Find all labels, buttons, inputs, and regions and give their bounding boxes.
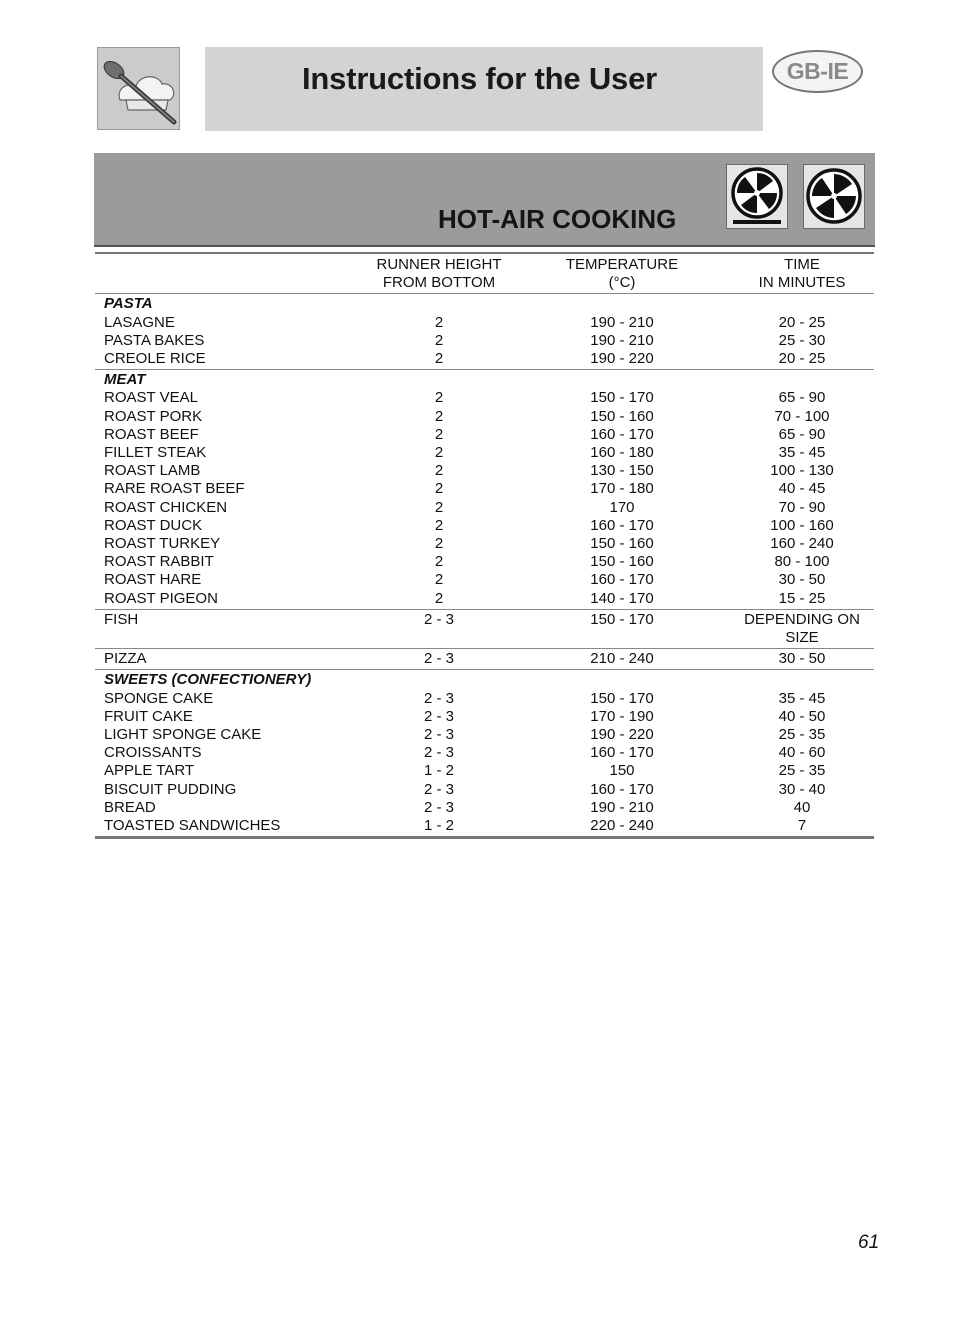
table-row <box>95 517 874 535</box>
time: 7 <box>730 817 874 838</box>
time: 160 - 240 <box>770 535 834 553</box>
food-name: CROISSANTS <box>104 744 202 762</box>
category-row <box>95 670 874 690</box>
header-runner-height: RUNNER HEIGHT FROM BOTTOM <box>364 253 514 294</box>
food-name: TOASTED SANDWICHES <box>95 817 364 838</box>
time: 30 - 40 <box>778 780 826 798</box>
category-row <box>95 370 874 390</box>
temperature: 150 - 160 <box>590 407 654 425</box>
food-name: ROAST HARE <box>104 571 202 589</box>
table-row <box>95 499 874 517</box>
runner-height: 2 <box>434 553 444 571</box>
category-label: MEAT <box>104 371 146 389</box>
food-name: PASTA BAKES <box>104 331 205 349</box>
temperature: 170 <box>609 498 635 516</box>
runner-height: 2 - 3 <box>364 649 514 670</box>
food-name: BISCUIT PUDDING <box>104 780 237 798</box>
temperature: 220 - 240 <box>514 817 730 838</box>
page-number: 61 <box>858 1232 880 1253</box>
temperature: 150 - 170 <box>514 609 730 648</box>
food-name: FILLET STEAK <box>104 444 207 462</box>
time: DEPENDING ON SIZE <box>730 609 874 648</box>
runner-height: 2 - 3 <box>423 726 454 744</box>
food-name: FRUIT CAKE <box>104 707 193 725</box>
runner-height: 2 <box>434 407 444 425</box>
temperature: 150 - 170 <box>590 689 654 707</box>
time: 35 - 45 <box>778 444 826 462</box>
category-row <box>95 294 874 314</box>
temperature: 150 <box>609 762 635 780</box>
runner-height: 1 - 2 <box>423 762 454 780</box>
table-row <box>95 462 874 480</box>
time: 40 <box>793 798 811 816</box>
table-row <box>95 444 874 462</box>
food-name: ROAST LAMB <box>104 462 201 480</box>
table-row <box>95 817 874 838</box>
temperature: 190 - 220 <box>590 726 654 744</box>
runner-height: 2 <box>434 462 444 480</box>
runner-height: 2 - 3 <box>364 609 514 648</box>
table-row <box>95 314 874 332</box>
time: 40 - 60 <box>778 744 826 762</box>
temperature: 190 - 210 <box>590 331 654 349</box>
food-name: RARE ROAST BEEF <box>104 480 245 498</box>
fan-oven-icon <box>726 164 788 229</box>
food-name: CREOLE RICE <box>95 350 364 370</box>
food-name: ROAST CHICKEN <box>104 498 228 516</box>
runner-height: 2 <box>434 571 444 589</box>
time: 20 - 25 <box>778 313 826 331</box>
temperature: 190 - 210 <box>590 313 654 331</box>
time: 80 - 100 <box>774 553 830 571</box>
time: 20 - 25 <box>730 350 874 370</box>
fan-icon <box>803 164 865 229</box>
time: 30 - 50 <box>778 571 826 589</box>
section-header <box>94 153 875 247</box>
temperature: 160 - 180 <box>590 444 654 462</box>
temperature: 170 - 180 <box>590 480 654 498</box>
food-name: ROAST PORK <box>104 407 203 425</box>
header-bar <box>205 47 763 131</box>
logo <box>97 47 180 130</box>
chef-spoon-icon <box>98 48 179 129</box>
temperature: 130 - 150 <box>590 462 654 480</box>
time: 30 - 50 <box>730 649 874 670</box>
time: 100 - 160 <box>770 516 834 534</box>
temperature: 160 - 170 <box>590 780 654 798</box>
temperature: 150 - 160 <box>590 553 654 571</box>
time: 25 - 35 <box>778 726 826 744</box>
temperature: 140 - 170 <box>514 590 730 610</box>
table-row <box>95 799 874 817</box>
header-time: TIME IN MINUTES <box>730 253 874 294</box>
table-row <box>95 708 874 726</box>
category-label: SWEETS (CONFECTIONERY) <box>104 671 312 689</box>
temperature: 190 - 220 <box>514 350 730 370</box>
food-name: PIZZA <box>95 649 364 670</box>
food-name: LIGHT SPONGE CAKE <box>104 726 262 744</box>
food-name: ROAST RABBIT <box>104 553 214 571</box>
food-name: ROAST VEAL <box>104 389 198 407</box>
table-row <box>95 649 874 670</box>
table-row <box>95 535 874 553</box>
temperature: 190 - 210 <box>590 798 654 816</box>
time: 65 - 90 <box>778 389 826 407</box>
time: 40 - 50 <box>778 707 826 725</box>
food-name: ROAST DUCK <box>104 516 203 534</box>
temperature: 170 - 190 <box>590 707 654 725</box>
runner-height: 2 - 3 <box>423 744 454 762</box>
table-row <box>95 389 874 407</box>
header-temperature: TEMPERATURE (°C) <box>514 253 730 294</box>
category-label: PASTA <box>104 295 153 313</box>
runner-height: 2 <box>434 480 444 498</box>
runner-height: 2 <box>434 313 444 331</box>
table-row <box>95 350 874 370</box>
runner-height: 2 - 3 <box>423 707 454 725</box>
runner-height: 2 <box>434 389 444 407</box>
table-row <box>95 590 874 610</box>
language-badge: GB-IE <box>772 50 863 93</box>
time: 70 - 100 <box>774 407 830 425</box>
table-row <box>95 408 874 426</box>
section-title: HOT-AIR COOKING <box>438 204 677 234</box>
temperature: 210 - 240 <box>514 649 730 670</box>
runner-height: 2 <box>364 350 514 370</box>
time: 25 - 30 <box>778 331 826 349</box>
table-row <box>95 332 874 350</box>
table-row <box>95 480 874 498</box>
food-name: LASAGNE <box>104 313 175 331</box>
food-name: BREAD <box>104 798 156 816</box>
table-row <box>95 571 874 589</box>
runner-height: 2 - 3 <box>423 689 454 707</box>
time: 15 - 25 <box>730 590 874 610</box>
table-row <box>95 726 874 744</box>
runner-height: 1 - 2 <box>364 817 514 838</box>
food-name: ROAST PIGEON <box>95 590 364 610</box>
page-title: Instructions for the User <box>302 61 657 96</box>
temperature: 160 - 170 <box>590 571 654 589</box>
header-food <box>95 253 364 294</box>
table-header-row <box>95 253 874 294</box>
runner-height: 2 <box>434 425 444 443</box>
food-name: ROAST TURKEY <box>104 535 221 553</box>
time: 100 - 130 <box>770 462 834 480</box>
runner-height: 2 <box>434 498 444 516</box>
table-row <box>95 609 874 648</box>
food-name: SPONGE CAKE <box>104 689 214 707</box>
runner-height: 2 - 3 <box>423 780 454 798</box>
food-name: FISH <box>95 609 364 648</box>
temperature: 160 - 170 <box>590 744 654 762</box>
table-row <box>95 426 874 444</box>
cooking-table <box>95 252 874 839</box>
table-row <box>95 781 874 799</box>
runner-height: 2 <box>434 444 444 462</box>
time: 70 - 90 <box>778 498 826 516</box>
food-name: ROAST BEEF <box>104 425 199 443</box>
runner-height: 2 <box>434 331 444 349</box>
runner-height: 2 <box>364 590 514 610</box>
table-row <box>95 690 874 708</box>
runner-height: 2 <box>434 516 444 534</box>
time: 65 - 90 <box>778 425 826 443</box>
time: 35 - 45 <box>778 689 826 707</box>
temperature: 160 - 170 <box>590 425 654 443</box>
temperature: 160 - 170 <box>590 516 654 534</box>
temperature: 150 - 170 <box>590 389 654 407</box>
food-name: APPLE TART <box>104 762 195 780</box>
time: 40 - 45 <box>778 480 826 498</box>
table-row <box>95 553 874 571</box>
table-row <box>95 744 874 762</box>
time: 25 - 35 <box>778 762 826 780</box>
table-row <box>95 762 874 780</box>
runner-height: 2 <box>434 535 444 553</box>
temperature: 150 - 160 <box>590 535 654 553</box>
runner-height: 2 - 3 <box>423 798 454 816</box>
